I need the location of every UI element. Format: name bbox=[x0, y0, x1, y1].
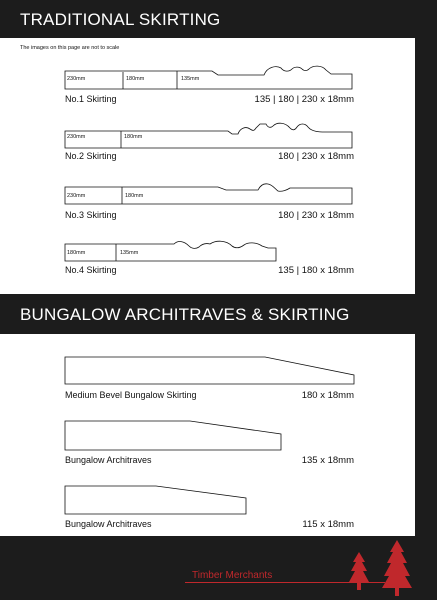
tree-logo-icon bbox=[342, 538, 418, 598]
no2-skirting-dims: 180 | 230 x 18mm bbox=[278, 151, 354, 162]
no4-skirting-dims: 135 | 180 x 18mm bbox=[278, 265, 354, 276]
no4-skirting-profile bbox=[65, 241, 276, 261]
traditional-section-title: TRADITIONAL SKIRTING bbox=[20, 10, 221, 29]
no4-segment-1: 180mm bbox=[67, 250, 86, 256]
no2-skirting-label: No.2 Skirting bbox=[65, 151, 117, 161]
bungalow-section-title: BUNGALOW ARCHITRAVES & SKIRTING bbox=[20, 305, 350, 324]
bungalow-architrave-115-profile bbox=[65, 486, 246, 514]
bungalow-item-1-label: Medium Bevel Bungalow Skirting bbox=[65, 390, 197, 400]
no1-skirting-profile bbox=[65, 66, 352, 89]
no4-segment-2: 135mm bbox=[120, 250, 139, 256]
no2-segment-1: 230mm bbox=[67, 134, 86, 140]
no1-skirting-dims: 135 | 180 | 230 x 18mm bbox=[254, 94, 354, 105]
bungalow-item-1-dims: 180 x 18mm bbox=[301, 390, 354, 401]
no3-segment-1: 230mm bbox=[67, 193, 86, 199]
bungalow-item-3-label: Bungalow Architraves bbox=[65, 519, 152, 529]
bungalow-architrave-135-profile bbox=[65, 421, 281, 450]
no1-skirting-label: No.1 Skirting bbox=[65, 94, 117, 104]
footer-brand: Timber Merchants bbox=[192, 570, 273, 581]
scale-note: The images on this page are not to scale bbox=[20, 45, 120, 51]
no3-skirting-label: No.3 Skirting bbox=[65, 210, 117, 220]
no3-skirting-dims: 180 | 230 x 18mm bbox=[278, 210, 354, 221]
bungalow-item-3-dims: 115 x 18mm bbox=[302, 519, 354, 530]
no3-skirting-profile bbox=[65, 184, 352, 204]
no1-segment-3: 135mm bbox=[181, 76, 200, 82]
bungalow-item-2-dims: 135 x 18mm bbox=[301, 455, 354, 466]
no3-segment-2: 180mm bbox=[125, 193, 144, 199]
no2-segment-2: 180mm bbox=[124, 134, 143, 140]
bungalow-item-2-label: Bungalow Architraves bbox=[65, 455, 152, 465]
no1-segment-1: 230mm bbox=[67, 76, 86, 82]
medium-bevel-skirting-profile bbox=[65, 357, 354, 384]
no1-segment-2: 180mm bbox=[126, 76, 145, 82]
no2-skirting-profile bbox=[65, 123, 352, 148]
no4-skirting-label: No.4 Skirting bbox=[65, 265, 117, 275]
